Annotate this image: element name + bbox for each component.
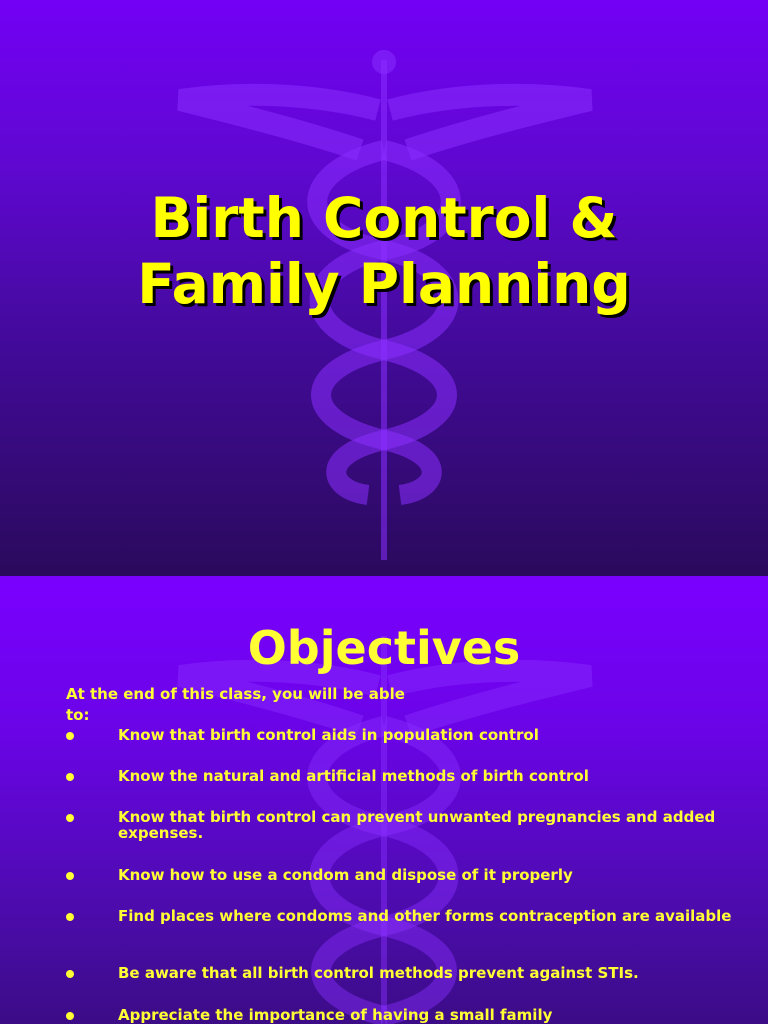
bullet-text: Appreciate the importance of having a small family (118, 1006, 553, 1024)
bullet-dot-icon (66, 732, 74, 740)
bullet-text: Find places where condoms and other forms contraception are available (118, 907, 732, 925)
objectives-heading: Objectives (247, 621, 521, 675)
bullet-text: Know that birth control can prevent unwanted pregnancies and added expenses. (118, 808, 716, 842)
bullet-dot-icon (66, 872, 74, 880)
bullet-text: Know the natural and artificial methods of birth control (118, 767, 589, 785)
bullet-dot-icon (66, 773, 74, 781)
bullet-dot-icon (66, 1012, 74, 1020)
bullet-dot-icon (66, 970, 74, 978)
bullet-dot-icon (66, 814, 74, 822)
bullet-dot-icon (66, 913, 74, 921)
bullet-text: Be aware that all birth control methods prevent against STIs. (118, 964, 639, 982)
objectives-intro: At the end of this class, you will be able to: (66, 685, 405, 724)
title-line-1: Birth Control & (150, 186, 618, 250)
bullet-text: Know that birth control aids in population control (118, 726, 539, 744)
page-title (0, 185, 768, 317)
title-line-2: Family Planning (137, 252, 631, 316)
bullet-text: Know how to use a condom and dispose of it properly (118, 866, 573, 884)
